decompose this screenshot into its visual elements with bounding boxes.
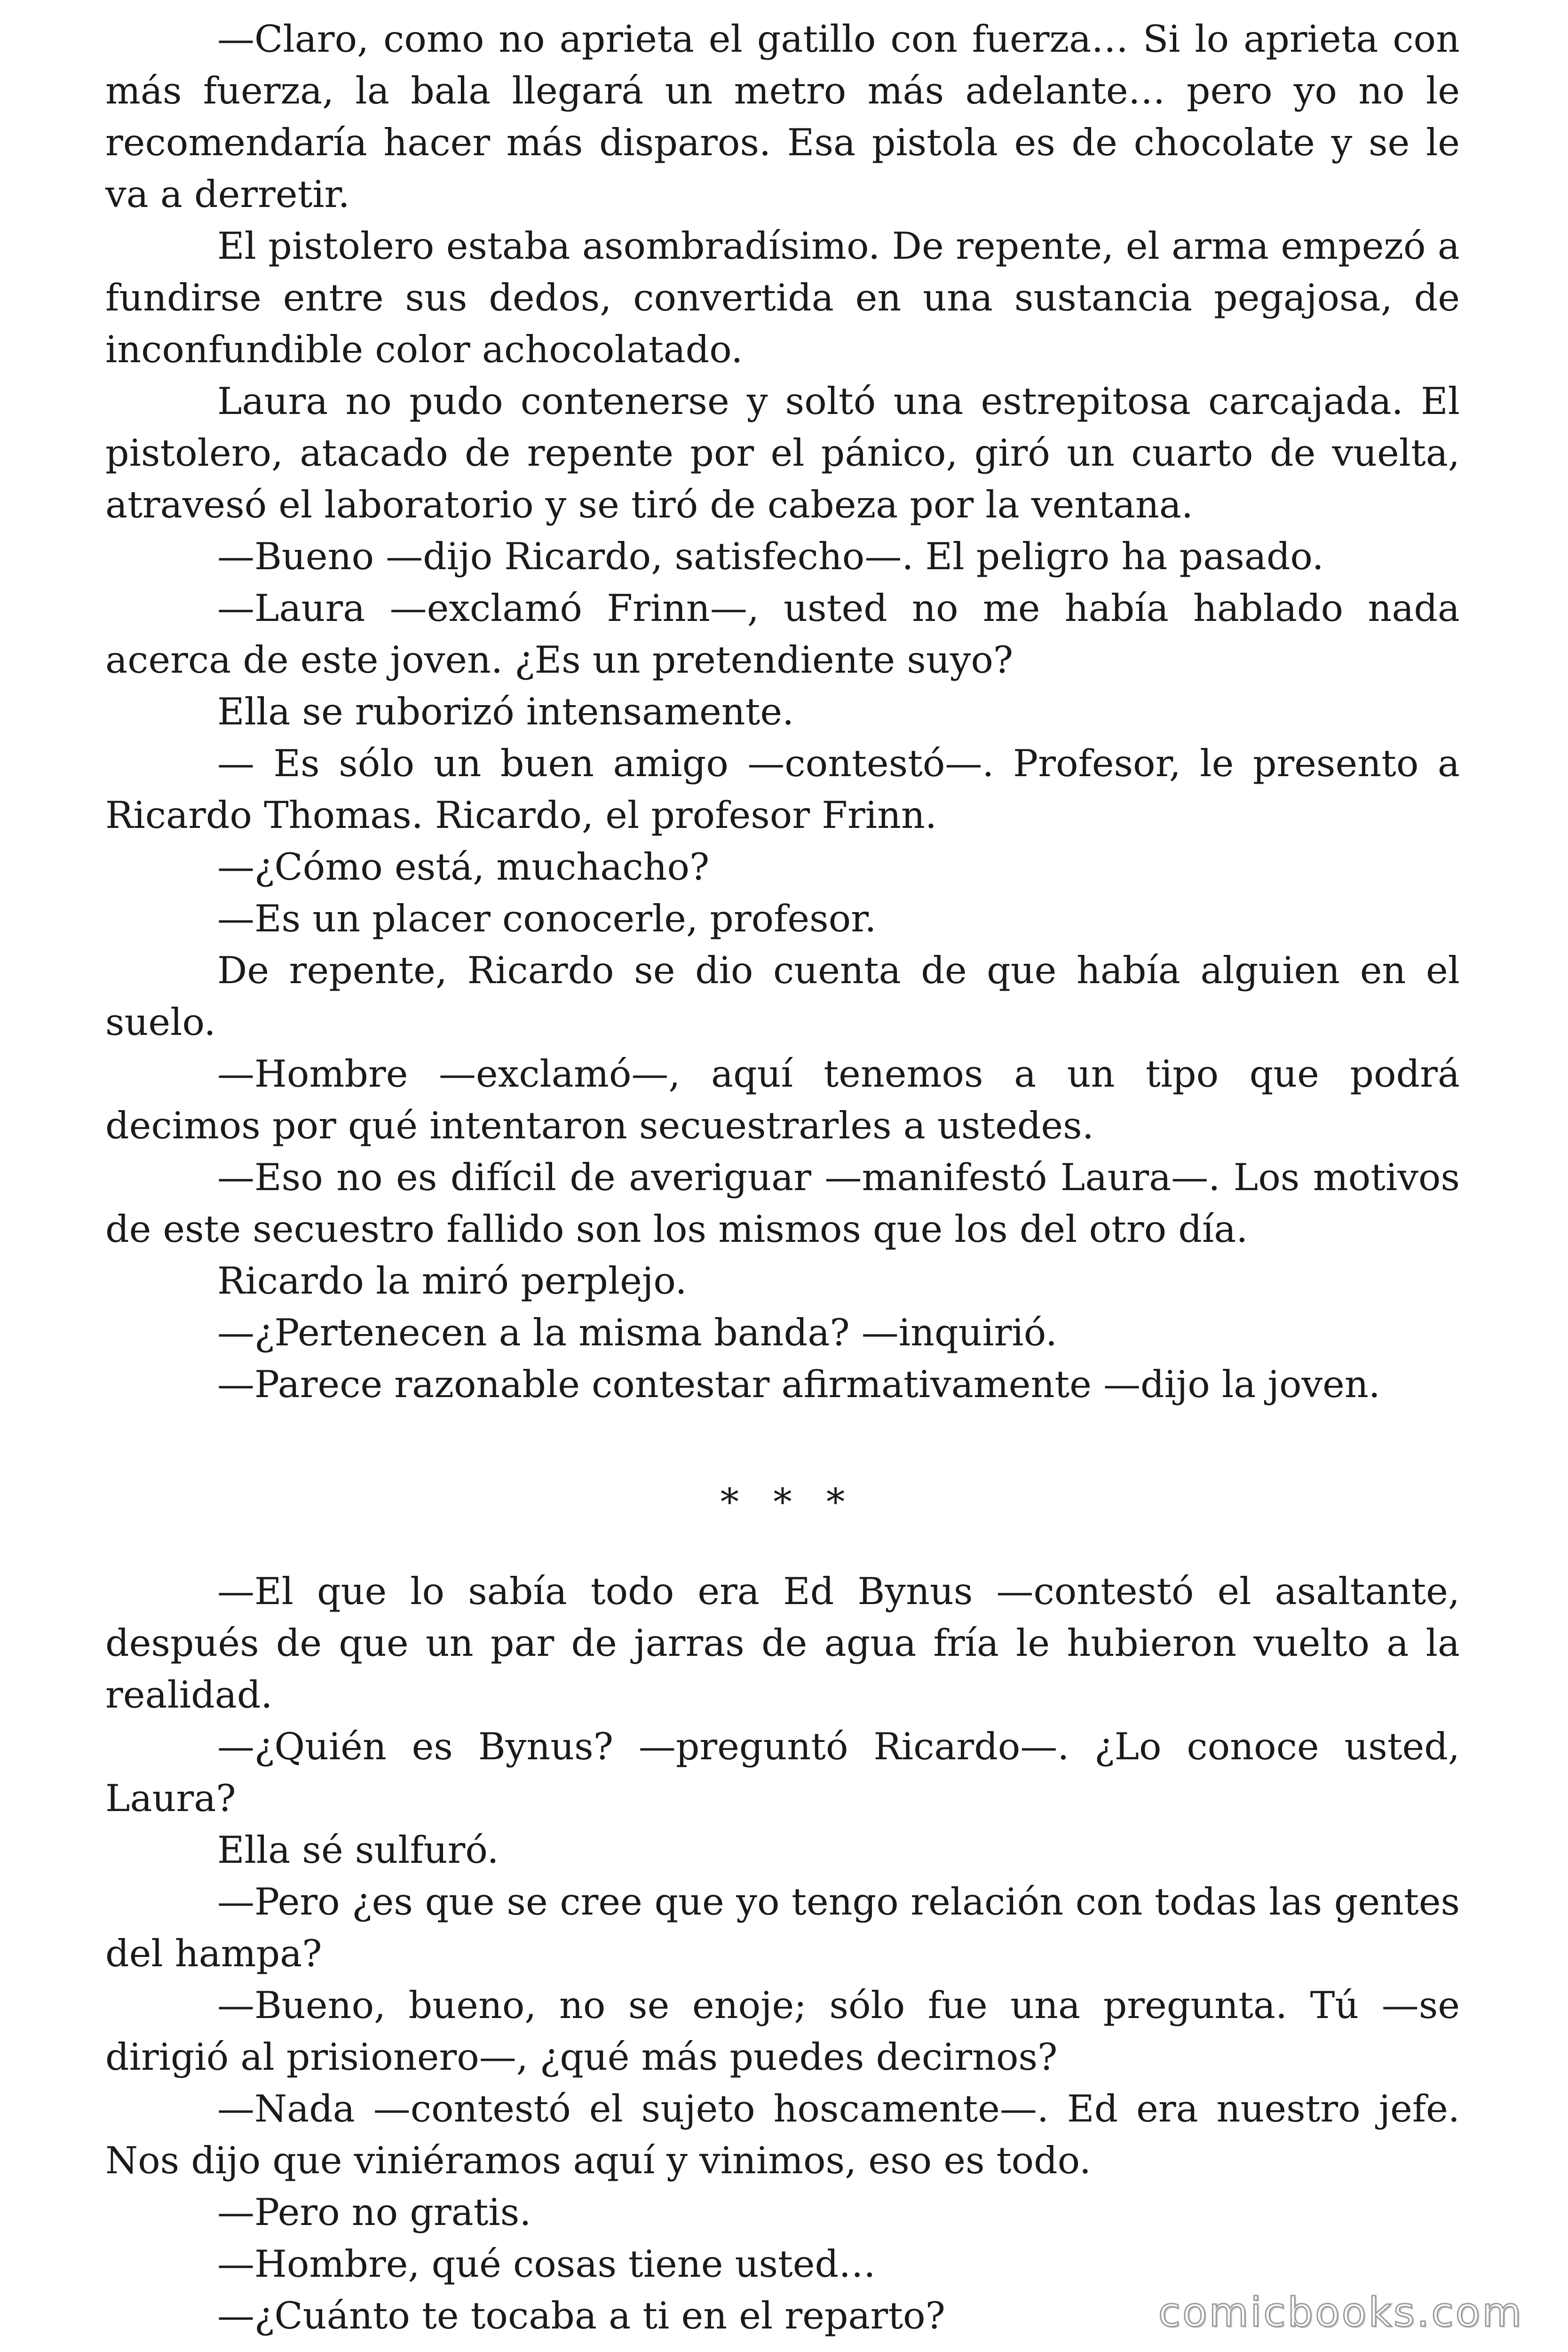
paragraph: —Nada —contestó el sujeto hoscamente—. Ed era nuestro jefe. Nos dijo que viniéramos aquí y vinimos, eso es todo. xyxy=(105,2087,1460,2182)
paragraph: Laura no pudo contenerse y soltó una estrepitosa carcajada. El pistolero, atacado de repente por el pánico, giró un cuarto de vuelta, atravesó el laboratorio y se tiró de cabeza por la ventana. xyxy=(105,380,1460,526)
scene-break-asterisks: * * * xyxy=(720,1480,856,1524)
paragraph: Ricardo la miró perplejo. xyxy=(217,1259,687,1303)
paragraph: —Laura —exclamó Frinn—, usted no me había hablado nada acerca de este joven. ¿Es un pretendiente suyo? xyxy=(105,587,1460,682)
body-text xyxy=(105,13,1460,2342)
paragraph: —Es un placer conocerle, profesor. xyxy=(217,897,877,940)
paragraph: —Hombre —exclamó—, aquí tenemos a un tipo que podrá decimos por qué intentaron secuestrarles a ustedes. xyxy=(105,1052,1460,1147)
paragraph: Ella sé sulfuró. xyxy=(217,1828,499,1872)
paragraph: —¿Pertenecen a la misma banda? —inquirió. xyxy=(217,1311,1057,1354)
paragraph: —Pero ¿es que se cree que yo tengo relación con todas las gentes del hampa? xyxy=(105,1880,1460,1975)
paragraph: —Eso no es difícil de averiguar —manifestó Laura—. Los motivos de este secuestro fallido son los mismos que los del otro día. xyxy=(105,1156,1460,1251)
paragraph: El pistolero estaba asombradísimo. De repente, el arma empezó a fundirse entre sus dedos, convertida en una sustancia pegajosa, de inconfundible color achocolatado. xyxy=(105,224,1460,371)
paragraph: —¿Cómo está, muchacho? xyxy=(217,845,710,889)
paragraph: —Hombre, qué cosas tiene usted… xyxy=(217,2242,876,2286)
paragraph: —¿Cuánto te tocaba a ti en el reparto? xyxy=(217,2294,945,2337)
paragraph: —Claro, como no aprieta el gatillo con fuerza… Si lo aprieta con más fuerza, la bala llegará un metro más adelante… pero yo no le recomendaría hacer más disparos. Esa pistola es de chocolate y se le va a derretir. xyxy=(105,17,1460,216)
paragraph: —¿Quién es Bynus? —preguntó Ricardo—. ¿Lo conoce usted, Laura? xyxy=(105,1725,1460,1820)
paragraphs-before-break xyxy=(105,13,1460,1410)
paragraph: —Pero no gratis. xyxy=(217,2191,531,2234)
scene-break xyxy=(105,1410,1460,1565)
paragraph: De repente, Ricardo se dio cuenta de que había alguien en el suelo. xyxy=(105,949,1460,1044)
paragraph: —Bueno —dijo Ricardo, satisfecho—. El peligro ha pasado. xyxy=(217,535,1324,578)
paragraphs-after-break xyxy=(105,1565,1460,2342)
watermark-logo: comicbooks.com xyxy=(1158,2289,1523,2336)
paragraph: —Parece razonable contestar afirmativamente —dijo la joven. xyxy=(217,1363,1380,1406)
paragraph: — Es sólo un buen amigo —contestó—. Profesor, le presento a Ricardo Thomas. Ricardo, el profesor Frinn. xyxy=(105,742,1460,837)
paragraph: Ella se ruborizó intensamente. xyxy=(217,690,794,733)
paragraph: —El que lo sabía todo era Ed Bynus —contestó el asaltante, después de que un par de jarras de agua fría le hubieron vuelto a la realidad. xyxy=(105,1570,1460,1716)
paragraph: —Bueno, bueno, no se enoje; sólo fue una pregunta. Tú —se dirigió al prisionero—, ¿qué más puedes decirnos? xyxy=(105,1984,1460,2079)
